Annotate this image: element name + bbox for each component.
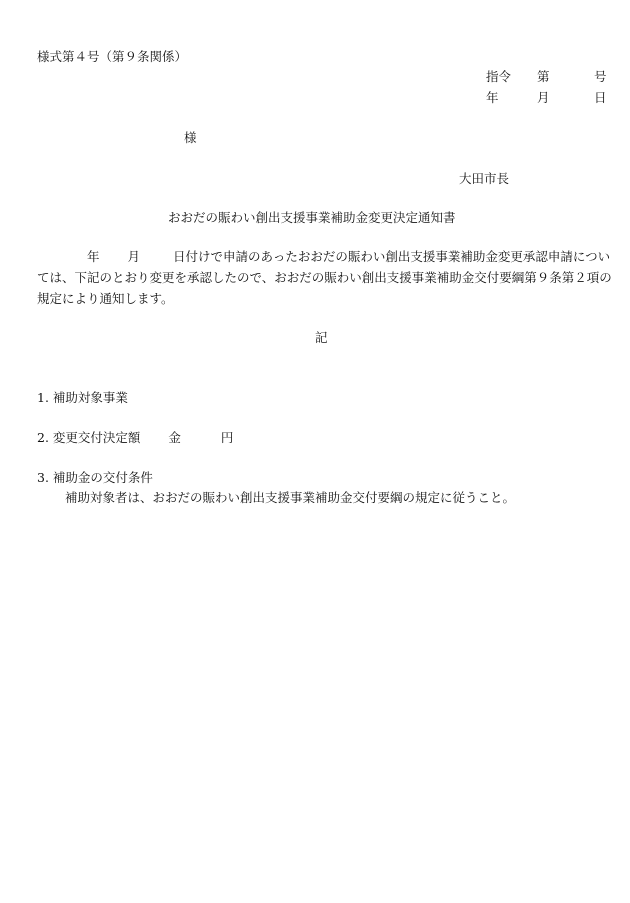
number-block-year: 年 xyxy=(486,90,499,105)
document-number-block xyxy=(486,68,608,110)
number-block-dai: 第 xyxy=(537,69,550,84)
number-block-day: 日 xyxy=(594,90,607,105)
item-1-target-project: 1. 補助対象事業 xyxy=(37,390,128,405)
item-3-body: 補助対象者は、おおだの賑わい創出支援事業補助金交付要綱の規定に従うこと。 xyxy=(65,490,516,505)
item-2-amount xyxy=(37,429,233,447)
item-2-label: 2. 変更交付決定額 xyxy=(37,430,141,445)
number-block-month: 月 xyxy=(537,90,550,105)
body-month: 月 xyxy=(127,249,141,264)
form-number: 様式第４号（第９条関係） xyxy=(37,49,188,64)
body-year: 年 xyxy=(87,249,100,264)
item-2-yen: 円 xyxy=(220,430,234,445)
ki-marker: 記 xyxy=(315,330,328,345)
body-paragraph xyxy=(37,246,612,309)
item-2-kin: 金 xyxy=(168,430,181,445)
number-block-go: 号 xyxy=(594,69,607,84)
addressee: 様 xyxy=(184,130,197,145)
number-block-shirei: 指令 xyxy=(486,69,512,84)
issuer: 大田市長 xyxy=(459,171,510,186)
document-title: おおだの賑わい創出支援事業補助金変更決定通知書 xyxy=(168,210,456,225)
body-text: 日付けで申請のあったおおだの賑わい創出支援事業補助金変更承認申請については、下記のとおり変更を承認したので、おおだの賑わい創出支援事業補助金交付要綱第９条第２項の規定により通知します。 xyxy=(37,249,612,306)
item-3-conditions: 3. 補助金の交付条件 xyxy=(37,470,153,485)
